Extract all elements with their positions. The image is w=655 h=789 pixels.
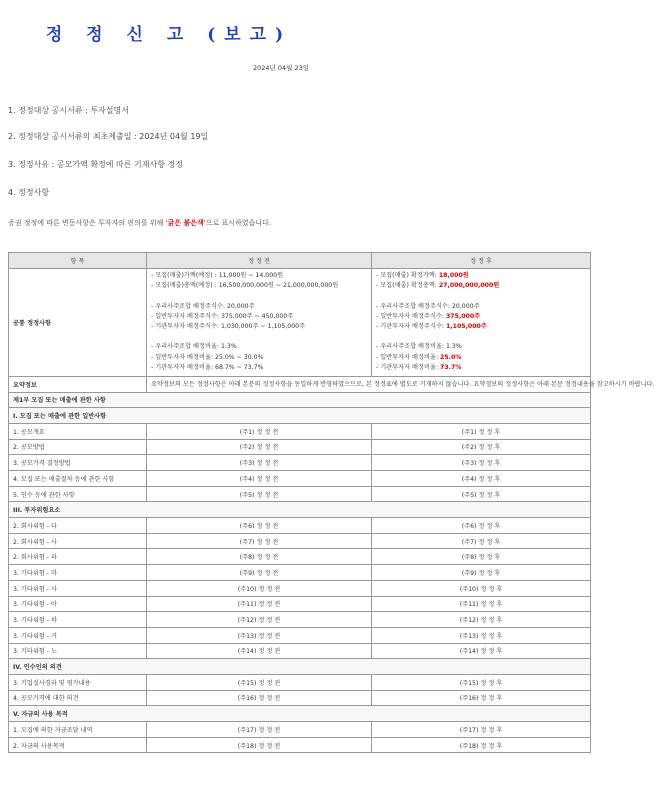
note-text-post: '으로 표시하였습니다. bbox=[203, 219, 271, 227]
table-row bbox=[9, 627, 591, 643]
offer-before-line: - 기관투자자 배정비율: 68.7% ~ 73.7% bbox=[151, 363, 264, 371]
row-before-cell: (주8) 정 정 전 bbox=[147, 549, 372, 565]
table-row bbox=[9, 580, 591, 596]
row-item-label: 3. 기타위험 - 사 bbox=[9, 580, 147, 596]
offer-after-line-changed-value: 1,105,000주 bbox=[446, 322, 487, 330]
offer-after-line bbox=[376, 302, 586, 312]
row-after-cell: (주10) 정 정 후 bbox=[372, 580, 591, 596]
offer-after-line-text: - 우리사주조합 배정비율: 1.3% bbox=[376, 343, 462, 351]
row-before-cell: (주16) 정 정 전 bbox=[147, 690, 372, 706]
offer-before-line: - 모집(매출)총액(예정) : 16,500,000,000원 ~ 21,000,000,000원 bbox=[151, 282, 339, 290]
row-item-label: 1. 공모개요 bbox=[9, 423, 147, 439]
section-header-row bbox=[9, 392, 591, 408]
offer-after-line bbox=[376, 342, 586, 352]
offer-before-line bbox=[151, 291, 367, 301]
row-item-label: 2. 회사위험 - 다 bbox=[9, 518, 147, 534]
row-item-label: 3. 기타위험 - 마 bbox=[9, 565, 147, 581]
row-before-cell: (주18) 정 정 전 bbox=[147, 737, 372, 753]
table-header-row bbox=[9, 253, 591, 269]
row-before-cell: (주15) 정 정 전 bbox=[147, 674, 372, 690]
offer-after-line-changed-value: 27,000,000,000원 bbox=[438, 282, 500, 290]
row-before-cell: (주6) 정 정 전 bbox=[147, 518, 372, 534]
row-after-cell: (주1) 정 정 후 bbox=[372, 423, 591, 439]
row-item-label: 2. 회사위험 - 파 bbox=[9, 549, 147, 565]
section-header-row bbox=[9, 706, 591, 722]
row-after-cell: (주18) 정 정 후 bbox=[372, 737, 591, 753]
section-header-label: IV. 인수인의 의견 bbox=[9, 659, 591, 675]
summary-row bbox=[9, 376, 591, 392]
table-row bbox=[9, 722, 591, 738]
row-before-cell: (주13) 정 정 전 bbox=[147, 627, 372, 643]
report-date: 2024년 04월 23일 bbox=[252, 64, 310, 72]
row-after-cell: (주3) 정 정 후 bbox=[372, 455, 591, 471]
offer-before-line: - 우리사주조합 배정비율: 1.3% bbox=[151, 343, 237, 351]
row-before-cell: (주14) 정 정 전 bbox=[147, 643, 372, 659]
offer-after-line-text: - 일반투자자 배정주식수: bbox=[376, 312, 446, 320]
table-row bbox=[9, 737, 591, 753]
offer-before-cell bbox=[147, 269, 372, 377]
summary-row-label: 요약정보 bbox=[9, 376, 147, 392]
section-correction-items: 4. 정정사항 bbox=[8, 188, 50, 197]
row-item-label: 3. 기타위험 - 노 bbox=[9, 643, 147, 659]
row-before-cell: (주2) 정 정 전 bbox=[147, 439, 372, 455]
row-before-cell: (주10) 정 정 전 bbox=[147, 580, 372, 596]
offer-after-line bbox=[376, 312, 586, 322]
row-item-label: 2. 자금의 사용목적 bbox=[9, 737, 147, 753]
row-after-cell: (주12) 정 정 후 bbox=[372, 612, 591, 628]
offer-before-line: - 일반투자자 배정주식수: 375,000주 ~ 450,000주 bbox=[151, 312, 294, 320]
table-row bbox=[9, 690, 591, 706]
column-header-after: 정 정 후 bbox=[372, 253, 591, 269]
offer-after-line bbox=[376, 291, 586, 301]
row-after-cell: (주8) 정 정 후 bbox=[372, 549, 591, 565]
row-after-cell: (주9) 정 정 후 bbox=[372, 565, 591, 581]
table-row bbox=[9, 455, 591, 471]
offer-before-line: - 기관투자자 배정주식수: 1,030,000주 ~ 1,105,000주 bbox=[151, 322, 306, 330]
note-text-pre: 증권 정정에 따른 변동사항은 투자자의 편의를 위해 ' bbox=[8, 219, 168, 227]
row-item-label: 2. 회사위험 - 사 bbox=[9, 533, 147, 549]
row-item-label: 3. 기업실사경과 및 평가내용 bbox=[9, 674, 147, 690]
table-row bbox=[9, 596, 591, 612]
table-row bbox=[9, 439, 591, 455]
offer-after-line-text: - 우리사주조합 배정주식수: 20,000주 bbox=[376, 302, 480, 310]
row-after-cell: (주7) 정 정 후 bbox=[372, 533, 591, 549]
offer-after-line-changed-value: 73.7% bbox=[440, 363, 462, 371]
row-after-cell: (주11) 정 정 후 bbox=[372, 596, 591, 612]
row-item-label: 3. 기타위험 - 아 bbox=[9, 596, 147, 612]
row-before-cell: (주17) 정 정 전 bbox=[147, 722, 372, 738]
offer-before-line: - 일반투자자 배정비율: 25.0% ~ 30.0% bbox=[151, 353, 264, 361]
row-item-label: 5. 인수 등에 관한 사항 bbox=[9, 486, 147, 502]
row-after-cell: (주2) 정 정 후 bbox=[372, 439, 591, 455]
offer-before-line: - 모집(매출)가액(예정) : 11,000원 ~ 14,000원 bbox=[151, 272, 284, 279]
row-before-cell: (주7) 정 정 전 bbox=[147, 533, 372, 549]
row-item-label: 3. 기타위험 - 하 bbox=[9, 612, 147, 628]
offer-after-line-text: - 일반투자자 배정비율: bbox=[376, 353, 441, 361]
row-after-cell: (주13) 정 정 후 bbox=[372, 627, 591, 643]
row-after-cell: (주14) 정 정 후 bbox=[372, 643, 591, 659]
offer-after-line bbox=[376, 271, 586, 281]
row-after-cell: (주6) 정 정 후 bbox=[372, 518, 591, 534]
offer-after-line-text: - 모집(매출) 확정총액: bbox=[376, 282, 439, 290]
column-header-before: 정 정 전 bbox=[147, 253, 372, 269]
offer-after-line bbox=[376, 363, 586, 373]
summary-row-text: 요약정보의 모든 정정사항은 아래 본문의 정정사항을 동일하게 반영하였으므로, 본 정정표에 별도로 기재하지 않습니다. 요약정보의 정정사항은 아래 본문 정정내용을 참고하시기 바랍니다. bbox=[147, 376, 591, 392]
section-header-row bbox=[9, 659, 591, 675]
row-item-label: 3. 공모가격 결정방법 bbox=[9, 455, 147, 471]
row-before-cell: (주12) 정 정 전 bbox=[147, 612, 372, 628]
offer-after-line-changed-value: 375,000주 bbox=[446, 312, 481, 320]
section-header-label: 제1부 모집 또는 매출에 관한 사항 bbox=[9, 392, 591, 408]
offer-after-lines bbox=[376, 271, 586, 373]
row-after-cell: (주5) 정 정 후 bbox=[372, 486, 591, 502]
offer-before-line bbox=[151, 332, 367, 342]
row-before-cell: (주1) 정 정 전 bbox=[147, 423, 372, 439]
table-row bbox=[9, 486, 591, 502]
offer-row-label: 공통 정정사항 bbox=[9, 269, 147, 377]
section-first-submission: 2. 정정대상 공시서류의 최초제출일 : 2024년 04월 19일 bbox=[8, 132, 209, 141]
table-row bbox=[9, 423, 591, 439]
offer-after-line bbox=[376, 322, 586, 332]
table-row bbox=[9, 518, 591, 534]
column-header-item: 항 목 bbox=[9, 253, 147, 269]
row-after-cell: (주16) 정 정 후 bbox=[372, 690, 591, 706]
offer-after-cell bbox=[372, 269, 591, 377]
table-row bbox=[9, 471, 591, 487]
row-before-cell: (주5) 정 정 전 bbox=[147, 486, 372, 502]
offer-after-line bbox=[376, 332, 586, 342]
correction-table bbox=[8, 252, 655, 753]
offer-after-line-text: - 기관투자자 배정비율: bbox=[376, 363, 441, 371]
row-item-label: 4. 모집 또는 매출절차 등에 관한 사항 bbox=[9, 471, 147, 487]
section-header-row bbox=[9, 502, 591, 518]
table-row bbox=[9, 612, 591, 628]
offer-after-line-changed-value: 18,000원 bbox=[438, 272, 469, 279]
row-before-cell: (주3) 정 정 전 bbox=[147, 455, 372, 471]
section-correction-reason: 3. 정정사유 : 공모가액 확정에 따른 기재사항 정정 bbox=[8, 160, 183, 169]
section-header-label: III. 투자위험요소 bbox=[9, 502, 591, 518]
section-header-row bbox=[9, 408, 591, 424]
offer-after-line bbox=[376, 353, 586, 363]
row-item-label: 3. 기타위험 - 거 bbox=[9, 627, 147, 643]
offer-correction-row bbox=[9, 269, 591, 377]
table-row bbox=[9, 549, 591, 565]
offer-after-line-text: - 모집(매출) 확정가액: bbox=[376, 272, 439, 279]
row-after-cell: (주17) 정 정 후 bbox=[372, 722, 591, 738]
row-before-cell: (주4) 정 정 전 bbox=[147, 471, 372, 487]
page-title: 정 정 신 고 (보고) bbox=[45, 25, 293, 45]
table-row bbox=[9, 533, 591, 549]
correction-note bbox=[8, 218, 338, 228]
row-after-cell: (주4) 정 정 후 bbox=[372, 471, 591, 487]
offer-before-lines bbox=[151, 271, 367, 373]
section-header-label: I. 모집 또는 매출에 관한 일반사항 bbox=[9, 408, 591, 424]
table-row bbox=[9, 674, 591, 690]
row-item-label: 2. 공모방법 bbox=[9, 439, 147, 455]
section-header-label: V. 자금의 사용 목적 bbox=[9, 706, 591, 722]
note-text-emphasis: 굵은 붉은색 bbox=[167, 219, 204, 227]
offer-after-line bbox=[376, 281, 586, 291]
section-target-document: 1. 정정대상 공시서류 : 투자설명서 bbox=[8, 106, 129, 115]
row-item-label: 4. 공모가격에 대한 의견 bbox=[9, 690, 147, 706]
offer-after-line-text: - 기관투자자 배정주식수: bbox=[376, 322, 446, 330]
offer-before-line: - 우리사주조합 배정주식수: 20,000주 bbox=[151, 302, 255, 310]
row-after-cell: (주15) 정 정 후 bbox=[372, 674, 591, 690]
offer-after-line-changed-value: 25.0% bbox=[440, 353, 462, 361]
table-row bbox=[9, 643, 591, 659]
row-item-label: 1. 모집에 의한 자금조달 내역 bbox=[9, 722, 147, 738]
row-before-cell: (주11) 정 정 전 bbox=[147, 596, 372, 612]
table-row bbox=[9, 565, 591, 581]
row-before-cell: (주9) 정 정 전 bbox=[147, 565, 372, 581]
